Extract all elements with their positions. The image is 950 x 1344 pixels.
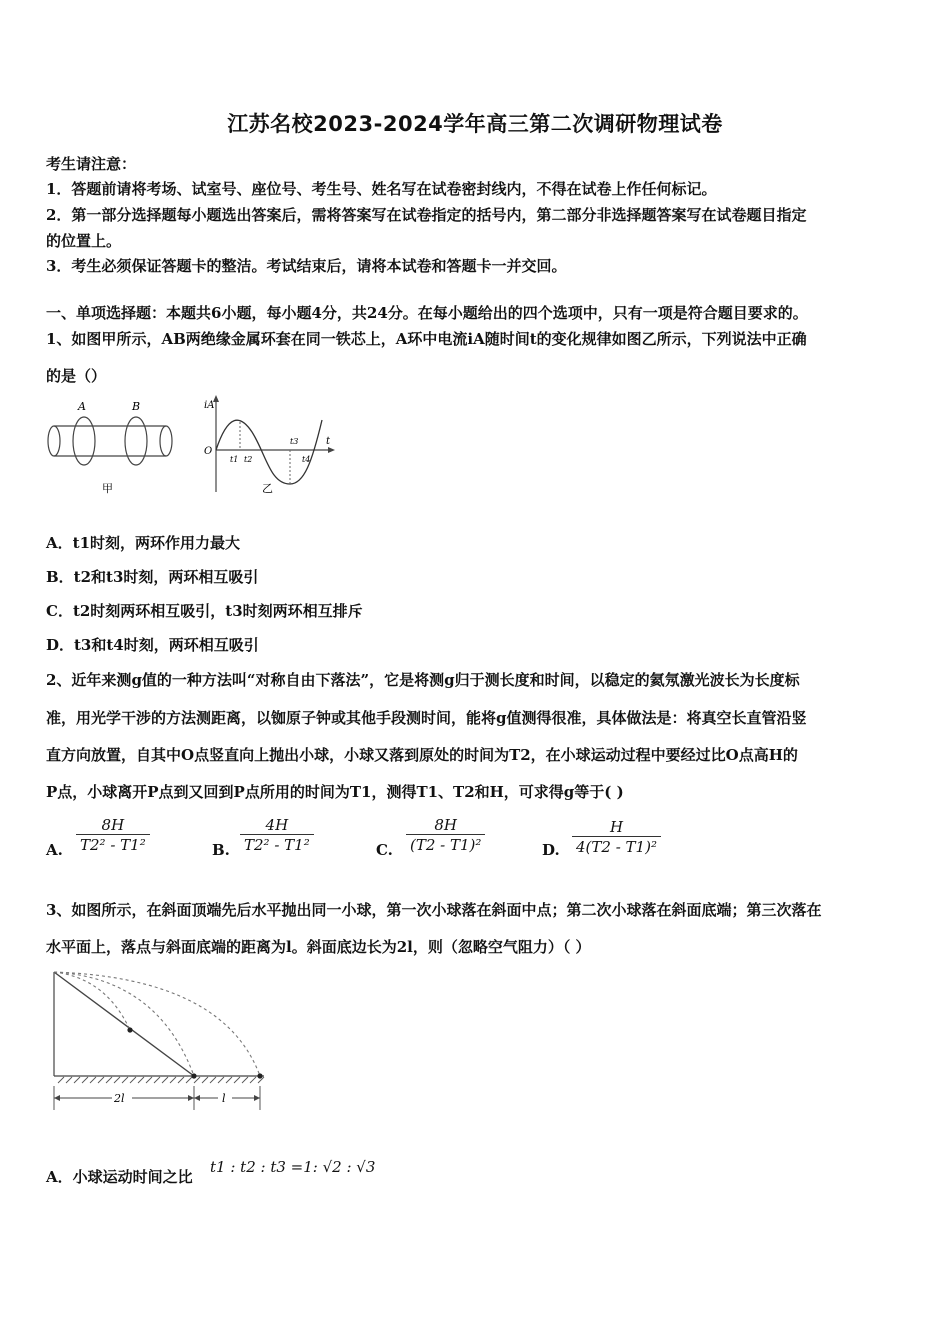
figure-jia-caption: 甲 xyxy=(102,482,113,495)
q2-option-c-label: C. xyxy=(376,841,393,859)
q3-option-a: A．小球运动时间之比 xyxy=(46,1168,193,1186)
q2-option-c-fraction xyxy=(406,816,485,854)
q1-option-d: D．t3和t4时刻，两环相互吸引 xyxy=(46,636,259,654)
q2-option-c-den: (T2 - T1)² xyxy=(406,834,485,854)
q2-stem-line3: 直方向放置，自其中O点竖直向上抛出小球，小球又落到原处的时间为T2，在小球运动过程中要经过比O点高H的 xyxy=(46,746,798,764)
notice-heading: 考生请注意： xyxy=(46,155,137,173)
q2-option-d-num: H xyxy=(609,818,624,836)
q2-option-c-num: 8H xyxy=(434,816,458,834)
q2-option-a-num: 8H xyxy=(101,816,125,834)
q2-option-a-den: T2² - T1² xyxy=(76,834,150,854)
q2-option-a-fraction xyxy=(76,816,150,854)
q2-stem-line1: 2、近年来测g值的一种方法叫“对称自由下落法”，它是将测g归于测长度和时间，以稳定的氦氖激光波长为长度标 xyxy=(46,671,800,689)
t1-label: t1 xyxy=(230,455,239,464)
q2-option-b-fraction xyxy=(240,816,314,854)
q1-option-a: A．t1时刻，两环作用力最大 xyxy=(46,534,241,552)
axis-x-label: t xyxy=(326,436,331,447)
section-heading: 一、单项选择题：本题共6小题，每小题4分，共24分。在每小题给出的四个选项中，只有一项是符合题目要求的。 xyxy=(46,304,808,322)
q2-option-d-fraction xyxy=(572,818,661,856)
notice-item-2-cont: 的位置上。 xyxy=(46,232,122,250)
q2-option-b-num: 4H xyxy=(265,816,289,834)
q2-stem-line4: P点，小球离开P点到又回到P点所用的时间为T1，测得T1、T2和H，可求得g等于( ) xyxy=(46,783,624,801)
axis-y-label: iA xyxy=(204,400,215,411)
t4-label: t4 xyxy=(302,455,311,464)
q3-stem-line1: 3、如图所示，在斜面顶端先后水平抛出同一小球，第一次小球落在斜面中点；第二次小球落在斜面底端；第三次落在 xyxy=(46,901,822,919)
q2-stem-line2: 准，用光学干涉的方法测距离，以铷原子钟或其他手段测时间，能将g值测得很准，具体做法是：将真空长直管沿竖 xyxy=(46,709,807,727)
q3-figure-incline xyxy=(48,968,276,1114)
q1-stem-line2: 的是（） xyxy=(46,367,107,385)
base-length-label: 2l xyxy=(114,1092,125,1105)
q1-figure-rings xyxy=(44,396,184,496)
ext-length-label: l xyxy=(222,1092,226,1105)
t2-label: t2 xyxy=(244,455,253,464)
page-title: 江苏名校2023-2024学年高三第二次调研物理试卷 xyxy=(227,112,723,136)
ring-b-label: B xyxy=(132,400,141,413)
q3-stem-line2: 水平面上，落点与斜面底端的距离为l。斜面底边长为2l，则（忽略空气阻力）（ ） xyxy=(46,938,591,956)
q2-option-d-label: D. xyxy=(542,841,560,859)
figure-yi-caption: 乙 xyxy=(262,482,273,495)
q2-option-d-den: 4(T2 - T1)² xyxy=(572,836,661,856)
notice-item-3: 3．考生必须保证答题卡的整洁。考试结束后，请将本试卷和答题卡一并交回。 xyxy=(46,257,567,275)
ring-a-label: A xyxy=(78,400,86,413)
q1-figure-graph xyxy=(196,392,344,500)
q1-option-c: C．t2时刻两环相互吸引，t3时刻两环相互排斥 xyxy=(46,602,363,620)
q2-option-b-den: T2² - T1² xyxy=(240,834,314,854)
notice-item-1: 1．答题前请将考场、试室号、座位号、考生号、姓名写在试卷密封线内，不得在试卷上作任何标记。 xyxy=(46,180,717,198)
q1-option-b: B．t2和t3时刻，两环相互吸引 xyxy=(46,568,259,586)
q3-option-a-expression: t1 : t2 : t3 =1: √2 : √3 xyxy=(210,1158,376,1176)
q2-option-a-label: A. xyxy=(46,841,63,859)
t3-label: t3 xyxy=(290,437,299,446)
q1-stem-line1: 1、如图甲所示，AB两绝缘金属环套在同一铁芯上，A环中电流iA随时间t的变化规律如图乙所示，下列说法中正确 xyxy=(46,330,807,348)
q2-option-b-label: B. xyxy=(212,841,230,859)
notice-item-2: 2．第一部分选择题每小题选出答案后，需将答案写在试卷指定的括号内，第二部分非选择题答案写在试卷题目指定 xyxy=(46,206,807,224)
origin-label: O xyxy=(204,446,213,457)
